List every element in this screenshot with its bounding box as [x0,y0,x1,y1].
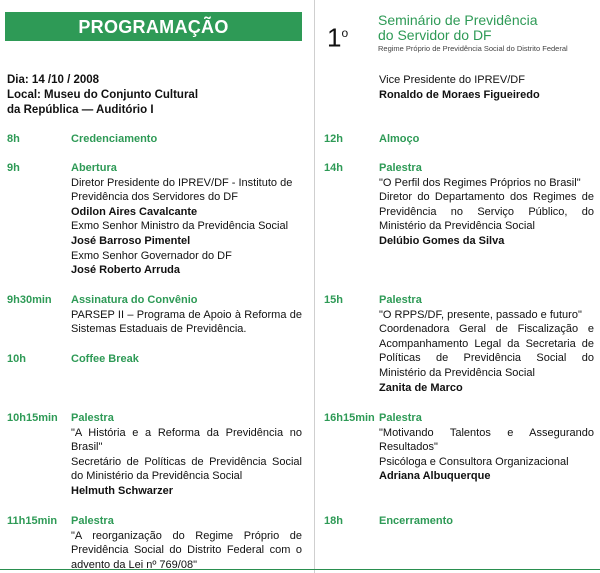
speaker-name: Adriana Albuquerque [379,470,491,483]
schedule-time: 9h [7,162,20,174]
schedule-time: 10h [7,353,26,365]
schedule-time: 11h15min [7,515,58,527]
schedule-line: Psicóloga e Consultora Organizacional [379,455,569,468]
schedule-body [71,352,302,367]
seminar-number-digit: 1 [327,22,342,53]
schedule-title: Assinatura do Convênio [71,294,198,306]
schedule-body [379,132,594,147]
seminar-number [327,18,348,53]
schedule-line: Diretor do Departamento dos Regimes de Previdência no Serviço Público, do Ministério da Previdência Social [379,191,594,233]
schedule-time: 10h15min [7,412,58,424]
schedule-line: "O RPPS/DF, presente, passado e futuro" [379,308,582,321]
schedule-line: "A História e a Reforma da Previdência no Brasil" [71,426,302,454]
schedule-body [379,514,594,529]
schedule-title: Almoço [379,133,420,145]
schedule-time: 12h [324,133,343,145]
schedule-line: Coordenadora Geral de Fiscalização e Acompanhamento Legal da Secretaria de Políticas de Previdência Social do Ministério da Previdência Social [379,323,594,379]
speaker-role: Vice Presidente do IPREV/DF [379,74,525,86]
event-location-line2: da República — Auditório I [7,104,154,116]
schedule-body [71,161,302,278]
schedule-title: Credenciamento [71,133,158,145]
schedule-title: Palestra [71,412,114,424]
schedule-time: 16h15min [324,412,375,424]
speaker-name: José Barroso Pimentel [71,234,191,247]
speaker-name: José Roberto Arruda [71,264,181,277]
schedule-time: 18h [324,515,343,527]
column-divider [314,0,315,573]
schedule-body [71,132,302,147]
schedule-body [71,293,302,337]
event-date: Dia: 14 /10 / 2008 [7,74,100,86]
schedule-title: Palestra [379,162,422,174]
seminar-ordinal: o [341,26,349,40]
seminar-title-line2: do Servidor do DF [378,27,492,43]
schedule-line: Diretor Presidente do IPREV/DF - Instituto de Previdência dos Servidores do DF [71,176,293,204]
schedule-title: Abertura [71,162,117,174]
seminar-subtitle: Regime Próprio de Previdência Social do Distrito Federal [378,44,568,53]
schedule-line: Secretário de Políticas de Previdência Social do Ministério da Previdência Social [71,455,302,483]
schedule-time: 14h [324,162,343,174]
schedule-time: 15h [324,294,343,306]
speaker-name: Ronaldo de Moraes Figueiredo [379,88,540,101]
schedule-line: "O Perfil dos Regimes Próprios no Brasil" [379,176,581,189]
seminar-title [378,13,538,43]
speaker-name: Helmuth Schwarzer [71,484,174,497]
schedule-line: Exmo Senhor Governador do DF [71,249,232,262]
schedule-body [379,411,594,484]
schedule-title: Palestra [379,412,422,424]
schedule-body [71,411,302,499]
schedule-body [379,293,594,395]
right-top-speaker [379,73,594,102]
seminar-title-line1: Seminário de Previdência [378,12,538,28]
event-info [7,73,297,118]
schedule-line: "A reorganização do Regime Próprio de Previdência Social do Distrito Federal com o advento da Lei nº 769/08" [71,529,302,571]
event-location-line1: Local: Museu do Conjunto Cultural [7,89,199,101]
schedule-title: Palestra [71,515,114,527]
schedule-body [379,161,594,249]
schedule-title: Coffee Break [71,353,139,365]
speaker-name: Zanita de Marco [379,381,463,394]
schedule-title: Palestra [379,294,422,306]
speaker-name: Delúbio Gomes da Silva [379,234,505,247]
schedule-time: 8h [7,133,20,145]
speaker-name: Odilon Aires Cavalcante [71,205,198,218]
schedule-line: "Motivando Talentos e Assegurando Resultados" [379,426,594,454]
schedule-title: Encerramento [379,515,453,527]
schedule-line: PARSEP II – Programa de Apoio à Reforma de Sistemas Estaduais de Previdência. [71,308,302,336]
schedule-time: 9h30min [7,294,52,306]
programacao-banner: PROGRAMAÇÃO [5,12,302,41]
schedule-body [71,514,302,572]
schedule-line: Exmo Senhor Ministro da Previdência Social [71,220,289,233]
